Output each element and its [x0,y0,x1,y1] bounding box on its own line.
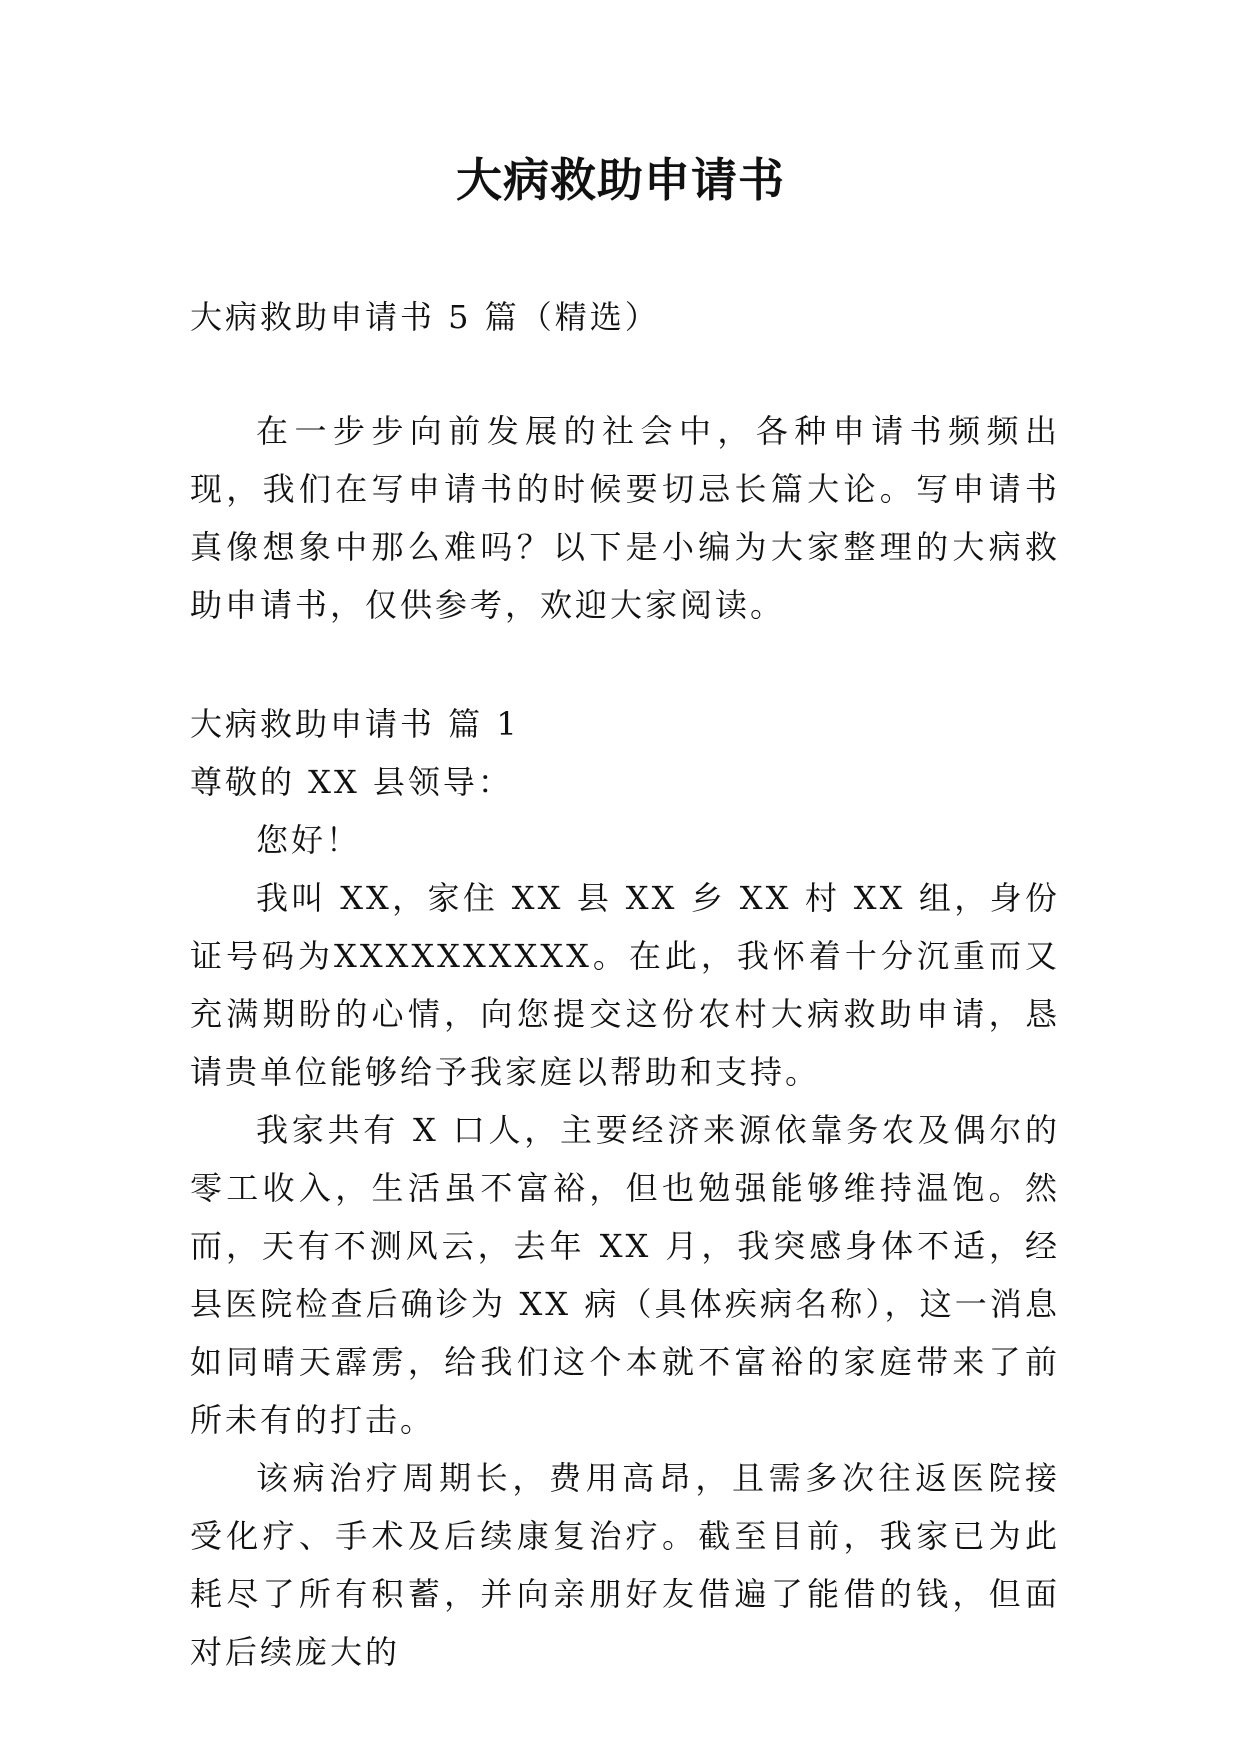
intro-paragraph: 在一步步向前发展的社会中，各种申请书频频出现，我们在写申请书的时候要切忌长篇大论。写申请书真像想象中那么难吗？以下是小编为大家整理的大病救助申请书，仅供参考，欢迎大家阅读。 [190,412,1060,624]
document-subtitle: 大病救助申请书 5 篇（精选） [190,298,660,336]
letter-greeting: 您好！ [256,821,362,859]
letter-salutation: 尊敬的 XX 县领导： [190,763,513,801]
document-title: 大病救助申请书 [456,153,785,207]
section-heading: 大病救助申请书 篇 1 [190,705,520,743]
letter-paragraph: 我家共有 X 口人，主要经济来源依靠务农及偶尔的零工收入，生活虽不富裕，但也勉强能够维持温饱。然而，天有不测风云，去年 XX 月，我突感身体不适，经县医院检查后确诊为 XX 病（具体疾病名称），这一消息如同晴天霹雳，给我们这个本就不富裕的家庭带来了前所未有的打击。 [190,1111,1060,1439]
letter-body [190,869,1060,1681]
letter-paragraph: 我叫 XX，家住 XX 县 XX 乡 XX 村 XX 组，身份证号码为XXXXXXXXXX。在此，我怀着十分沉重而又充满期盼的心情，向您提交这份农村大病救助申请，恳请贵单位能够给予我家庭以帮助和支持。 [190,879,1060,1091]
letter-paragraph: 该病治疗周期长，费用高昂，且需多次往返医院接受化疗、手术及后续康复治疗。截至目前，我家已为此耗尽了所有积蓄，并向亲朋好友借遍了能借的钱，但面对后续庞大的 [190,1459,1060,1671]
